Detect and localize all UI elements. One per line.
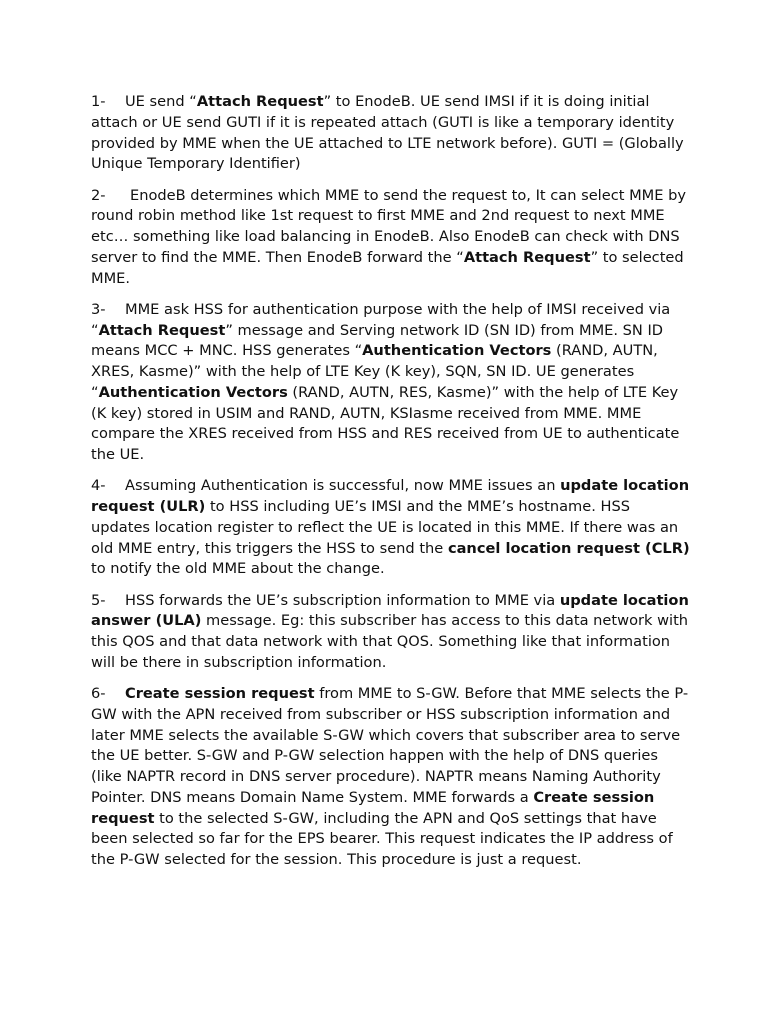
list-item-5 <box>91 591 691 674</box>
bold-term: Attach Request <box>98 321 226 339</box>
text-run: (RAND, AUTN, RES, Kasme)” with the help of LTE Key (K key) stored in USIM and RAND, AUTN, KSIasme received from MME. MME compare the XRES received from HSS and RES received from UE to authenticate the UE. <box>91 383 680 463</box>
bold-term: update location answer (ULA) <box>91 591 689 630</box>
bold-term: Attach Request <box>463 248 591 266</box>
text-run: ” to EnodeB. UE send IMSI if it is doing initial attach or UE send GUTI if it is repeated attach (GUTI is like a temporary identity provided by MME when the UE attached to LTE network before). GUTI = (Globally Unique Temporary Identifier) <box>91 93 684 173</box>
document-page <box>91 92 691 881</box>
text-run: MME ask HSS for authentication purpose with the help of IMSI received via “ <box>91 300 671 339</box>
bold-term: Authentication Vectors <box>98 383 288 401</box>
text-run: to notify the old MME about the change. <box>91 560 385 578</box>
item-number: 3- <box>91 300 106 318</box>
text-run: to HSS including UE’s IMSI and the MME’s hostname. HSS updates location register to reflect the UE is located in this MME. If there was an old MME entry, this triggers the HSS to send the <box>91 498 679 557</box>
item-number: 4- <box>91 477 106 495</box>
text-run: ” message and Serving network ID (SN ID) from MME. SN ID means MCC + MNC. HSS generates “ <box>91 321 664 360</box>
list-item-4 <box>91 476 691 580</box>
item-number: 2- <box>91 186 106 204</box>
item-number: 5- <box>91 591 106 609</box>
text-run: ” to selected MME. <box>91 248 684 287</box>
text-run: to the selected S-GW, including the APN and QoS settings that have been selected so far for the EPS bearer. This request indicates the IP address of the P-GW selected for the session. This procedure is just a request. <box>91 809 673 868</box>
text-run: EnodeB determines which MME to send the request to, It can select MME by round robin method like 1st request to first MME and 2nd request to next MME etc… something like load balancing in EnodeB. Also EnodeB can check with DNS server to find the MME. Then EnodeB forward the “ <box>91 186 687 266</box>
item-number: 1- <box>91 93 106 110</box>
bold-term: Create session request <box>125 685 315 702</box>
text-run: from MME to S-GW. Before that MME selects the P-GW with the APN received from subscriber or HSS subscription information and later MME selects the available S-GW which covers that subscriber area to serve the UE better. S-GW and P-GW selection happen with the help of DNS queries (like NAPTR record in DNS server procedure). NAPTR means Naming Authority Pointer. DNS means Domain Name System. MME forwards a <box>91 685 689 806</box>
list-item-3 <box>91 300 691 466</box>
list-item-6 <box>91 684 691 871</box>
bold-term: Authentication Vectors <box>362 342 552 360</box>
text-run: message. Eg: this subscriber has access to this data network with this QOS and that data network with that QOS. Something like that information will be there in subscription information. <box>91 612 689 671</box>
bold-term: cancel location request (CLR) <box>447 539 690 557</box>
bold-term: Create session request <box>91 788 655 827</box>
bold-term: Attach Request <box>196 93 324 110</box>
text-run: HSS forwards the UE’s subscription information to MME via <box>125 591 560 609</box>
text-run: UE send “ <box>125 93 197 110</box>
text-run: (RAND, AUTN, XRES, Kasme)” with the help of LTE Key (K key), SQN, SN ID. UE generates “ <box>91 342 658 401</box>
bold-term: update location request (ULR) <box>91 477 690 515</box>
list-item-1 <box>91 92 691 175</box>
list-item-2 <box>91 186 691 290</box>
item-number: 6- <box>91 685 106 702</box>
text-run: Assuming Authentication is successful, now MME issues an <box>125 477 561 495</box>
